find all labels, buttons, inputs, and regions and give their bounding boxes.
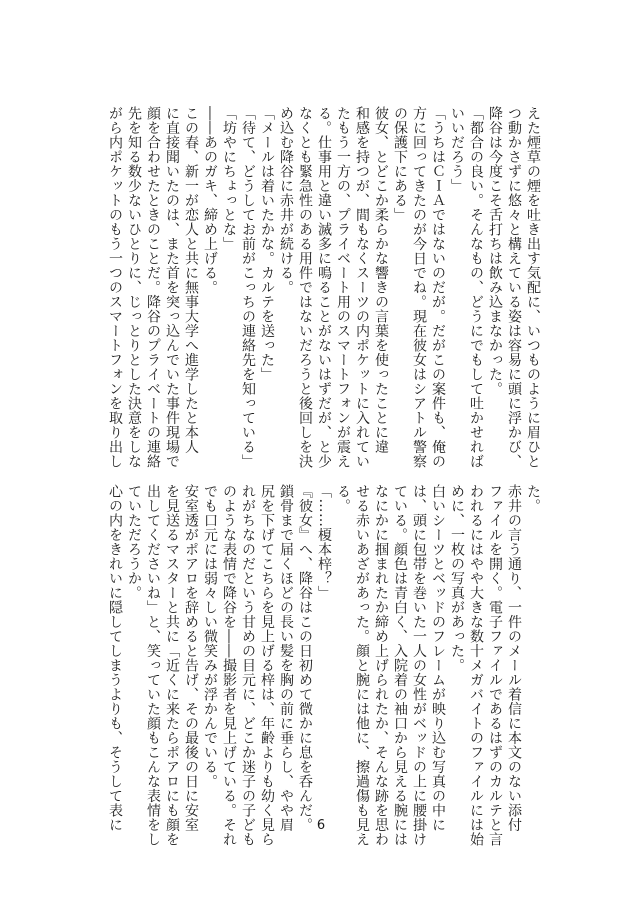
text-line: めに、一枚の写真があった。 [449,484,465,673]
text-line: ファイルを開く。電子ファイルであるはずのカルテと言 [487,484,503,847]
text-line: 顔を合わせたときのことだ。降谷のプライベートの連絡 [145,106,161,469]
text-line: なくとも緊急性のある用件ではないだろうと後回しを決 [297,106,313,469]
text-line: いいだろう」 [449,106,465,193]
text-line: われるにはやや大きな数十メガバイトのファイルには始 [468,484,484,847]
text-line: た。 [525,484,541,513]
text-line: なにかに掴まれたか締め上げられたか、そんな跡を思わ [373,484,389,847]
text-line: つ動かさずに悠々と構えている姿は容易に頭に浮かび、 [506,106,522,469]
text-line: 方に回ってきたのが今日でね。現在彼女はシアトル警察 [411,106,427,469]
text-line: たもう一方の、プライベート用のスマートフォンが震え [335,106,351,469]
text-line: 出してくださいね」と、笑っていた顔もこんな表情をし [145,484,161,847]
text-line: れがちなのだという甘めの目元に、どこか迷子の子ども [240,484,256,847]
text-line: 『彼女』へ、降谷はこの日初めて微かに息を呑んだ。 [297,484,313,832]
text-line: ――あのガキ、締め上げる。 [202,106,218,295]
text-line: 先を知る数少ないひとりに、じっとりとした決意をしな [126,106,142,469]
text-line: め込む降谷に赤井が続ける。 [278,106,294,295]
text-line: のような表情で降谷を――撮影者を見上げている。それ [221,484,237,847]
text-line: 赤井の言う通り、一件のメール着信に本文のない添付 [506,484,522,832]
text-line: 心の内をきれいに隠してしまうよりも、そうして表に [107,484,123,832]
text-line: 安室透がポアロを辞めると告げ、その最後の日に安室 [183,484,199,832]
text-line: えた煙草の煙を吐き出す気配に、いつものように眉ひと [525,106,541,469]
text-line: 「メールは着いたかな。カルテを送った」 [259,106,275,382]
text-line: 「坊やにちょっとな」 [221,106,237,251]
text-line: 「都合の良い。そんなもの、どうにでもして吐かせれば [468,106,484,469]
text-line: を見送るマスターと共に「近くに来たらポアロにも顔を [164,484,180,847]
text-line: る。仕事用と違い滅多に鳴ることがないはずだが、と少 [316,106,332,469]
text-line: に直接聞いたのは、また首を突っ込んでいた事件現場で [164,106,180,469]
text-line: 彼女、とどこか柔らかな響きの言葉を使ったことに違 [373,106,389,454]
text-line: 「……榎本梓？」 [316,484,332,600]
text-line: ている。顔色は青白く、入院着の袖口から見える腕には [392,484,408,847]
text-line: は、頭に包帯を巻いた一人の女性がベッドの上に腰掛け [411,484,427,847]
text-line: 和感を持つが、間もなくスーツの内ポケットに入れてい [354,106,370,469]
text-line: 「待て、どうしてお前がこっちの連絡先を知っている」 [240,106,256,469]
text-line: 白いシーツとベッドのフレームが映り込む写真の中に [430,484,446,832]
text-line: がら内ポケットのもう一つのスマートフォンを取り出し [107,106,123,469]
text-line: 降谷は今度こそ舌打ちは飲み込まなかった。 [487,106,503,396]
upper-text-block [97,106,542,469]
text-line: 「うちはＣＩＡではないのだが。だがこの案件も、俺の [430,106,446,469]
text-line: 尻を下げてこちらを見上げる梓は、年齢よりも幼く見ら [259,484,275,847]
text-line: る。 [335,484,351,513]
text-line: でも口元には弱々しい微笑みが浮かんでいる。 [202,484,218,789]
lower-text-block [97,484,542,847]
text-line: この春、新一が恋人と共に無事大学へ進学したと本人 [183,106,199,454]
text-line: の保護下にある」 [392,106,408,222]
page-number: 6 [316,818,326,833]
text-line: ていただろうか。 [126,484,142,600]
text-line: 鎖骨まで届くほどの長い髪を胸の前に垂らし、やや眉 [278,484,294,832]
text-line: せる赤いあざがあった。顔と腕には他に、擦過傷も見え [354,484,370,847]
